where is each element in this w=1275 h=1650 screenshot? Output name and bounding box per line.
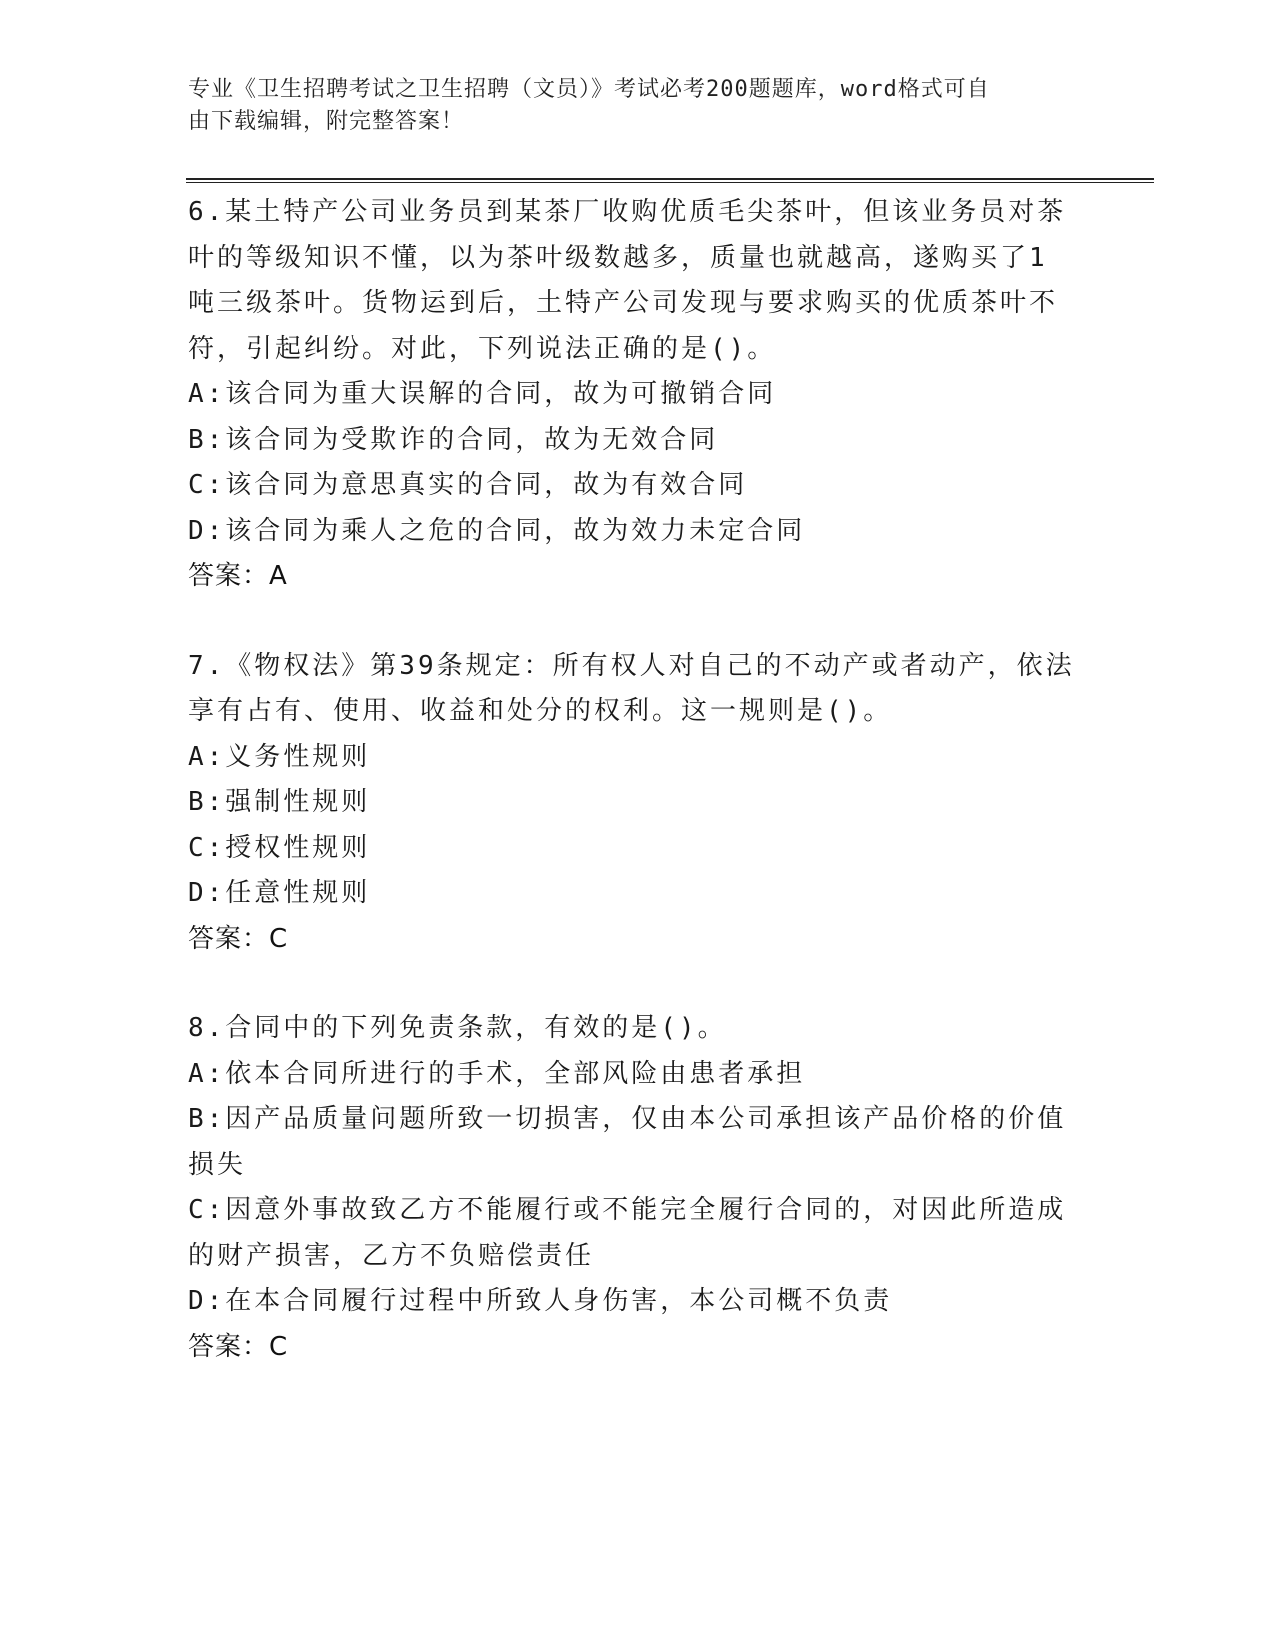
question-stem-line: 叶的等级知识不懂，以为茶叶级数越多，质量也就越高，遂购买了1 <box>188 242 1048 273</box>
option-c: C:因意外事故致乙方不能履行或不能完全履行合同的，对因此所造成 <box>188 1195 1067 1225</box>
option-a: A:义务性规则 <box>188 741 371 772</box>
question-stem-line: 8.合同中的下列免责条款，有效的是()。 <box>188 1013 727 1043</box>
option-c: C:该合同为意思真实的合同，故为有效合同 <box>188 470 748 500</box>
question-list <box>188 190 1088 1414</box>
option-d: D:该合同为乘人之危的合同，故为效力未定合同 <box>188 515 806 546</box>
question-stem-line: 享有占有、使用、收益和处分的权利。这一规则是()。 <box>188 696 893 726</box>
option-b-continued: 损失 <box>188 1149 247 1180</box>
answer-label: 答案：C <box>188 923 289 954</box>
option-a: A:依本合同所进行的手术，全部风险由患者承担 <box>188 1058 806 1089</box>
option-d: D:在本合同履行过程中所致人身伤害，本公司概不负责 <box>188 1286 893 1316</box>
question-stem-line: 符，引起纠纷。对此，下列说法正确的是()。 <box>188 333 777 364</box>
option-d: D:任意性规则 <box>188 878 371 908</box>
option-a: A:该合同为重大误解的合同，故为可撤销合同 <box>188 379 777 409</box>
document-header <box>188 74 1068 138</box>
question-stem-line: 7.《物权法》第39条规定：所有权人对自己的不动产或者动产，依法 <box>188 650 1075 681</box>
question-6 <box>188 190 1088 600</box>
question-8 <box>188 1006 1088 1370</box>
question-stem-line: 吨三级茶叶。货物运到后，土特产公司发现与要求购买的优质茶叶不 <box>188 288 1059 318</box>
question-stem-line: 6.某土特产公司业务员到某茶厂收购优质毛尖茶叶，但该业务员对茶 <box>188 197 1067 227</box>
header-title-line-2: 由下载编辑，附完整答案！ <box>188 109 465 134</box>
header-title-line-1: 专业《卫生招聘考试之卫生招聘（文员）》考试必考200题题库，word格式可自 <box>188 77 990 102</box>
answer-label: 答案：A <box>188 561 288 591</box>
option-c: C:授权性规则 <box>188 832 371 863</box>
header-divider <box>186 178 1154 183</box>
option-c-continued: 的财产损害，乙方不负赔偿责任 <box>188 1240 595 1271</box>
option-b: B:该合同为受欺诈的合同，故为无效合同 <box>188 424 719 455</box>
option-b: B:因产品质量问题所致一切损害，仅由本公司承担该产品价格的价值 <box>188 1104 1067 1134</box>
option-b: B:强制性规则 <box>188 787 371 817</box>
answer-label: 答案：C <box>188 1331 289 1362</box>
question-7 <box>188 644 1088 963</box>
